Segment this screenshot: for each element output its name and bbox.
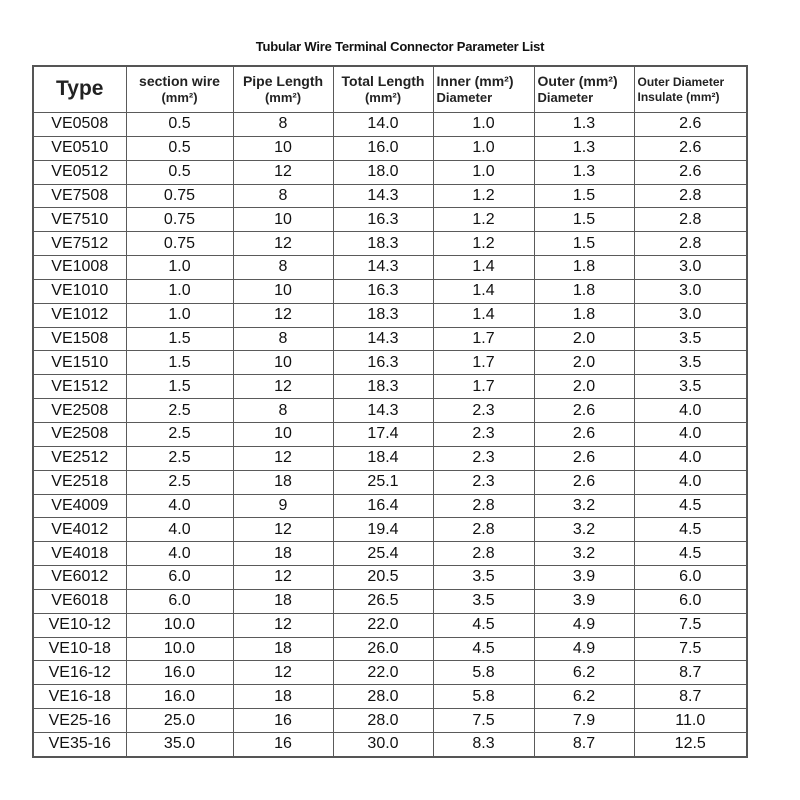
cell-pipe-length: 8	[233, 256, 333, 280]
header-total-length	[333, 66, 433, 113]
cell-total-length: 14.3	[333, 184, 433, 208]
cell-total-length: 16.0	[333, 136, 433, 160]
cell-type: VE1512	[33, 375, 126, 399]
cell-outer-diameter-insulate: 4.0	[634, 470, 747, 494]
cell-type: VE0510	[33, 136, 126, 160]
cell-inner-diameter: 1.2	[433, 184, 534, 208]
table-row	[33, 256, 747, 280]
table-row	[33, 446, 747, 470]
cell-outer-diameter-insulate: 2.8	[634, 232, 747, 256]
cell-total-length: 19.4	[333, 518, 433, 542]
cell-total-length: 28.0	[333, 685, 433, 709]
cell-type: VE4012	[33, 518, 126, 542]
cell-inner-diameter: 1.0	[433, 136, 534, 160]
table-row	[33, 399, 747, 423]
cell-outer-diameter-insulate: 11.0	[634, 709, 747, 733]
cell-total-length: 18.3	[333, 375, 433, 399]
cell-outer-diameter: 2.0	[534, 327, 634, 351]
cell-outer-diameter-insulate: 7.5	[634, 637, 747, 661]
header-label-line1: Outer Diameter	[637, 74, 725, 89]
cell-section-wire: 1.5	[126, 327, 233, 351]
cell-inner-diameter: 5.8	[433, 685, 534, 709]
header-label-line1: Inner (mm²)	[436, 72, 514, 89]
cell-outer-diameter-insulate: 4.0	[634, 446, 747, 470]
cell-pipe-length: 10	[233, 279, 333, 303]
cell-pipe-length: 8	[233, 327, 333, 351]
cell-type: VE16-12	[33, 661, 126, 685]
cell-type: VE10-12	[33, 613, 126, 637]
header-label-line1: section wire	[139, 72, 220, 89]
cell-inner-diameter: 2.8	[433, 494, 534, 518]
table-row	[33, 685, 747, 709]
header-label-line2: (mm²)	[264, 90, 302, 106]
cell-outer-diameter: 2.6	[534, 470, 634, 494]
cell-outer-diameter-insulate: 3.0	[634, 303, 747, 327]
cell-outer-diameter-insulate: 4.0	[634, 399, 747, 423]
table-row	[33, 327, 747, 351]
cell-inner-diameter: 4.5	[433, 637, 534, 661]
header-label-line2: Diameter	[537, 90, 594, 106]
table-row	[33, 613, 747, 637]
cell-total-length: 16.3	[333, 208, 433, 232]
table-row	[33, 470, 747, 494]
cell-outer-diameter: 2.6	[534, 446, 634, 470]
cell-type: VE0508	[33, 113, 126, 137]
cell-total-length: 16.3	[333, 351, 433, 375]
header-label-line1: Outer (mm²)	[537, 72, 618, 89]
table-row	[33, 136, 747, 160]
cell-type: VE2508	[33, 422, 126, 446]
table-row	[33, 494, 747, 518]
cell-outer-diameter: 1.5	[534, 184, 634, 208]
table-row	[33, 709, 747, 733]
table-row	[33, 637, 747, 661]
cell-inner-diameter: 4.5	[433, 613, 534, 637]
cell-type: VE4009	[33, 494, 126, 518]
header-inner-diameter	[433, 66, 534, 113]
cell-total-length: 14.3	[333, 399, 433, 423]
cell-outer-diameter: 1.3	[534, 160, 634, 184]
cell-outer-diameter-insulate: 4.5	[634, 494, 747, 518]
cell-pipe-length: 16	[233, 709, 333, 733]
cell-outer-diameter-insulate: 8.7	[634, 685, 747, 709]
cell-section-wire: 16.0	[126, 661, 233, 685]
cell-inner-diameter: 7.5	[433, 709, 534, 733]
table-row	[33, 732, 747, 756]
cell-outer-diameter-insulate: 4.5	[634, 518, 747, 542]
cell-inner-diameter: 3.5	[433, 566, 534, 590]
cell-outer-diameter: 2.0	[534, 375, 634, 399]
cell-outer-diameter: 1.8	[534, 303, 634, 327]
cell-inner-diameter: 5.8	[433, 661, 534, 685]
cell-section-wire: 1.0	[126, 303, 233, 327]
cell-pipe-length: 18	[233, 637, 333, 661]
cell-outer-diameter: 3.9	[534, 589, 634, 613]
cell-total-length: 16.3	[333, 279, 433, 303]
cell-type: VE2518	[33, 470, 126, 494]
cell-type: VE10-18	[33, 637, 126, 661]
header-row	[33, 66, 747, 113]
cell-section-wire: 16.0	[126, 685, 233, 709]
cell-pipe-length: 18	[233, 589, 333, 613]
cell-type: VE6012	[33, 566, 126, 590]
cell-inner-diameter: 2.8	[433, 542, 534, 566]
cell-pipe-length: 12	[233, 303, 333, 327]
cell-outer-diameter: 1.8	[534, 279, 634, 303]
cell-outer-diameter: 7.9	[534, 709, 634, 733]
cell-pipe-length: 8	[233, 399, 333, 423]
cell-outer-diameter: 1.3	[534, 113, 634, 137]
cell-section-wire: 2.5	[126, 422, 233, 446]
cell-pipe-length: 10	[233, 136, 333, 160]
cell-section-wire: 2.5	[126, 470, 233, 494]
cell-pipe-length: 8	[233, 184, 333, 208]
cell-outer-diameter-insulate: 4.0	[634, 422, 747, 446]
cell-outer-diameter-insulate: 2.8	[634, 208, 747, 232]
cell-outer-diameter: 2.0	[534, 351, 634, 375]
cell-inner-diameter: 1.2	[433, 208, 534, 232]
cell-total-length: 25.1	[333, 470, 433, 494]
cell-section-wire: 1.0	[126, 279, 233, 303]
table-row	[33, 542, 747, 566]
cell-type: VE2508	[33, 399, 126, 423]
cell-total-length: 14.3	[333, 327, 433, 351]
table-row	[33, 566, 747, 590]
header-label-line2: (mm²)	[161, 90, 198, 106]
cell-pipe-length: 12	[233, 613, 333, 637]
cell-pipe-length: 10	[233, 351, 333, 375]
cell-type: VE35-16	[33, 732, 126, 756]
cell-inner-diameter: 3.5	[433, 589, 534, 613]
cell-outer-diameter: 8.7	[534, 732, 634, 756]
cell-pipe-length: 18	[233, 542, 333, 566]
cell-total-length: 26.5	[333, 589, 433, 613]
table-body	[33, 113, 747, 757]
cell-section-wire: 1.0	[126, 256, 233, 280]
cell-section-wire: 6.0	[126, 566, 233, 590]
cell-outer-diameter-insulate: 3.0	[634, 256, 747, 280]
cell-type: VE6018	[33, 589, 126, 613]
cell-section-wire: 0.5	[126, 136, 233, 160]
cell-total-length: 26.0	[333, 637, 433, 661]
cell-type: VE1510	[33, 351, 126, 375]
table-row	[33, 422, 747, 446]
cell-outer-diameter-insulate: 8.7	[634, 661, 747, 685]
cell-type: VE4018	[33, 542, 126, 566]
cell-type: VE1012	[33, 303, 126, 327]
cell-total-length: 17.4	[333, 422, 433, 446]
table-row	[33, 160, 747, 184]
header-label-line1: Pipe Length	[242, 72, 324, 89]
cell-outer-diameter-insulate: 12.5	[634, 732, 747, 756]
cell-section-wire: 2.5	[126, 446, 233, 470]
cell-pipe-length: 12	[233, 232, 333, 256]
table-row	[33, 518, 747, 542]
cell-type: VE2512	[33, 446, 126, 470]
cell-section-wire: 4.0	[126, 518, 233, 542]
cell-total-length: 22.0	[333, 661, 433, 685]
cell-section-wire: 4.0	[126, 542, 233, 566]
cell-outer-diameter: 4.9	[534, 613, 634, 637]
cell-inner-diameter: 1.7	[433, 375, 534, 399]
cell-outer-diameter: 6.2	[534, 685, 634, 709]
cell-type: VE16-18	[33, 685, 126, 709]
cell-outer-diameter: 3.9	[534, 566, 634, 590]
cell-type: VE25-16	[33, 709, 126, 733]
cell-outer-diameter: 3.2	[534, 494, 634, 518]
cell-total-length: 18.0	[333, 160, 433, 184]
cell-outer-diameter-insulate: 2.8	[634, 184, 747, 208]
header-label-line2: Diameter	[436, 90, 493, 106]
table-row	[33, 375, 747, 399]
cell-section-wire: 0.75	[126, 184, 233, 208]
cell-outer-diameter: 1.5	[534, 232, 634, 256]
cell-pipe-length: 12	[233, 661, 333, 685]
cell-inner-diameter: 2.3	[433, 470, 534, 494]
cell-outer-diameter: 1.8	[534, 256, 634, 280]
cell-pipe-length: 12	[233, 518, 333, 542]
cell-inner-diameter: 1.7	[433, 327, 534, 351]
cell-type: VE7508	[33, 184, 126, 208]
cell-total-length: 22.0	[333, 613, 433, 637]
header-type	[33, 66, 126, 113]
header-pipe-length	[233, 66, 333, 113]
table-row	[33, 232, 747, 256]
cell-total-length: 25.4	[333, 542, 433, 566]
cell-total-length: 14.0	[333, 113, 433, 137]
page-title: Tubular Wire Terminal Connector Parameter List	[255, 39, 545, 54]
cell-outer-diameter: 2.6	[534, 399, 634, 423]
cell-section-wire: 35.0	[126, 732, 233, 756]
cell-outer-diameter-insulate: 3.5	[634, 327, 747, 351]
cell-section-wire: 0.5	[126, 160, 233, 184]
cell-outer-diameter-insulate: 6.0	[634, 589, 747, 613]
cell-pipe-length: 12	[233, 375, 333, 399]
cell-pipe-length: 12	[233, 446, 333, 470]
cell-outer-diameter-insulate: 6.0	[634, 566, 747, 590]
cell-section-wire: 4.0	[126, 494, 233, 518]
cell-inner-diameter: 1.0	[433, 160, 534, 184]
cell-type: VE0512	[33, 160, 126, 184]
cell-inner-diameter: 8.3	[433, 732, 534, 756]
cell-total-length: 14.3	[333, 256, 433, 280]
cell-pipe-length: 12	[233, 566, 333, 590]
header-label-line2: (mm²)	[364, 90, 402, 106]
cell-section-wire: 0.75	[126, 232, 233, 256]
cell-type: VE1008	[33, 256, 126, 280]
cell-section-wire: 25.0	[126, 709, 233, 733]
table-row	[33, 351, 747, 375]
cell-pipe-length: 10	[233, 208, 333, 232]
header-outer-diameter-insulate	[634, 66, 747, 113]
cell-outer-diameter-insulate: 7.5	[634, 613, 747, 637]
cell-outer-diameter: 1.3	[534, 136, 634, 160]
cell-total-length: 18.3	[333, 303, 433, 327]
cell-inner-diameter: 2.3	[433, 422, 534, 446]
cell-outer-diameter: 4.9	[534, 637, 634, 661]
cell-inner-diameter: 1.4	[433, 279, 534, 303]
parameter-table	[32, 65, 748, 758]
cell-section-wire: 2.5	[126, 399, 233, 423]
table-row	[33, 661, 747, 685]
cell-outer-diameter: 2.6	[534, 422, 634, 446]
cell-pipe-length: 8	[233, 113, 333, 137]
cell-outer-diameter-insulate: 3.5	[634, 351, 747, 375]
cell-pipe-length: 18	[233, 685, 333, 709]
cell-outer-diameter-insulate: 3.5	[634, 375, 747, 399]
cell-type: VE1508	[33, 327, 126, 351]
cell-type: VE7512	[33, 232, 126, 256]
table-row	[33, 184, 747, 208]
cell-outer-diameter-insulate: 4.5	[634, 542, 747, 566]
table-row	[33, 303, 747, 327]
table-row	[33, 279, 747, 303]
cell-outer-diameter: 3.2	[534, 518, 634, 542]
cell-inner-diameter: 1.4	[433, 303, 534, 327]
cell-inner-diameter: 1.0	[433, 113, 534, 137]
cell-pipe-length: 18	[233, 470, 333, 494]
cell-section-wire: 10.0	[126, 637, 233, 661]
cell-total-length: 18.3	[333, 232, 433, 256]
cell-outer-diameter: 6.2	[534, 661, 634, 685]
cell-inner-diameter: 2.3	[433, 446, 534, 470]
cell-type: VE1010	[33, 279, 126, 303]
table-row	[33, 589, 747, 613]
header-section-wire	[126, 66, 233, 113]
cell-inner-diameter: 1.2	[433, 232, 534, 256]
header-type-label: Type	[56, 77, 104, 101]
cell-outer-diameter-insulate: 2.6	[634, 160, 747, 184]
cell-outer-diameter-insulate: 3.0	[634, 279, 747, 303]
cell-total-length: 30.0	[333, 732, 433, 756]
cell-section-wire: 6.0	[126, 589, 233, 613]
cell-section-wire: 1.5	[126, 375, 233, 399]
cell-section-wire: 1.5	[126, 351, 233, 375]
table-row	[33, 208, 747, 232]
cell-inner-diameter: 2.3	[433, 399, 534, 423]
cell-inner-diameter: 1.4	[433, 256, 534, 280]
cell-total-length: 20.5	[333, 566, 433, 590]
cell-section-wire: 0.75	[126, 208, 233, 232]
cell-outer-diameter-insulate: 2.6	[634, 136, 747, 160]
cell-pipe-length: 16	[233, 732, 333, 756]
cell-pipe-length: 10	[233, 422, 333, 446]
cell-section-wire: 0.5	[126, 113, 233, 137]
cell-inner-diameter: 2.8	[433, 518, 534, 542]
cell-total-length: 28.0	[333, 709, 433, 733]
cell-total-length: 18.4	[333, 446, 433, 470]
cell-pipe-length: 12	[233, 160, 333, 184]
header-outer-diameter	[534, 66, 634, 113]
cell-section-wire: 10.0	[126, 613, 233, 637]
cell-outer-diameter: 1.5	[534, 208, 634, 232]
header-label-line2: Insulate (mm²)	[637, 89, 720, 104]
cell-inner-diameter: 1.7	[433, 351, 534, 375]
cell-outer-diameter: 3.2	[534, 542, 634, 566]
header-label-line1: Total Length	[341, 72, 425, 89]
cell-type: VE7510	[33, 208, 126, 232]
cell-total-length: 16.4	[333, 494, 433, 518]
cell-outer-diameter-insulate: 2.6	[634, 113, 747, 137]
cell-pipe-length: 9	[233, 494, 333, 518]
table-row	[33, 113, 747, 137]
